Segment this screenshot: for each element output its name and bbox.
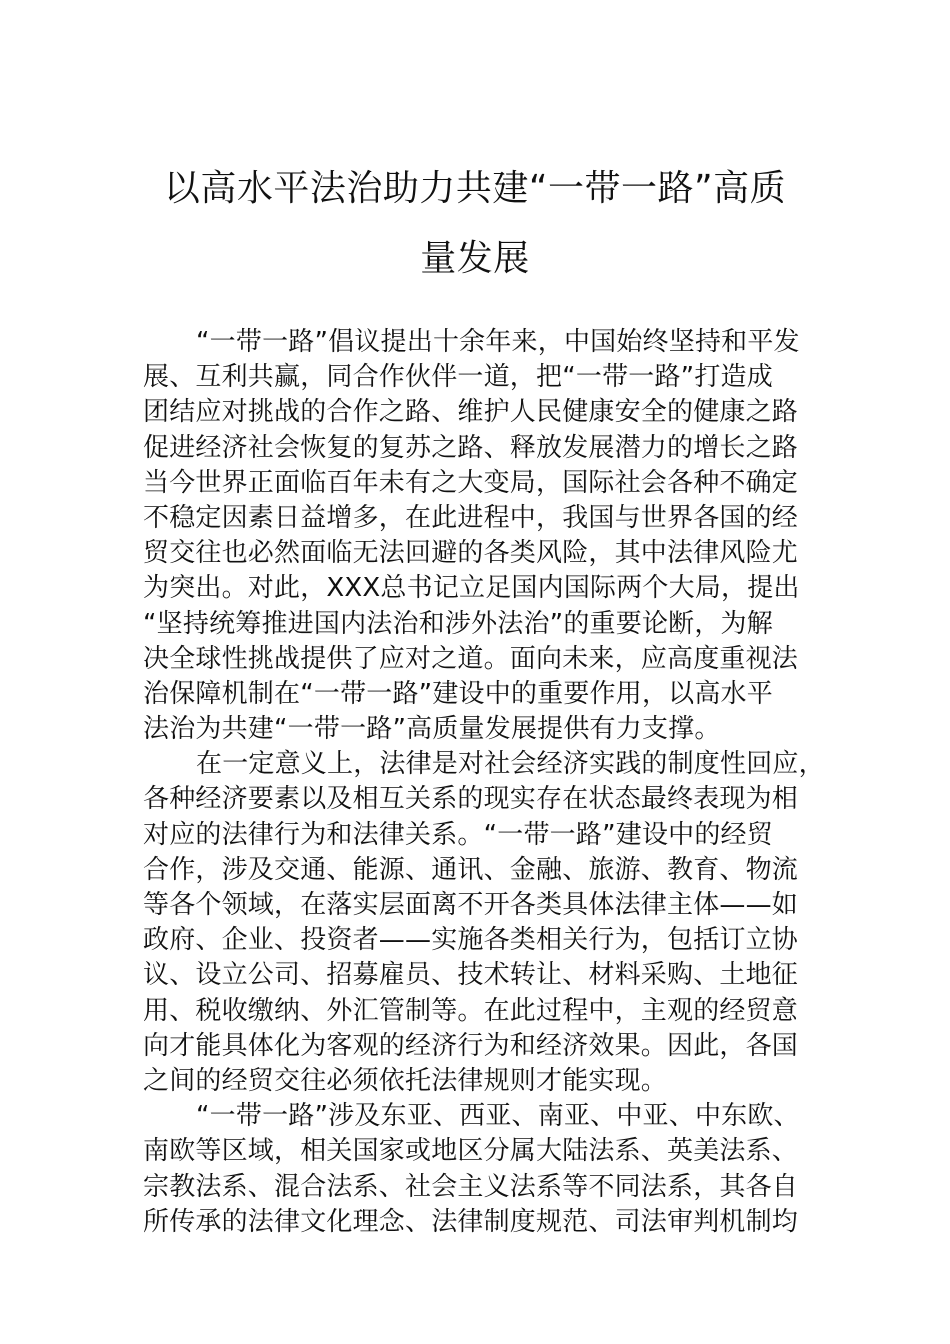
paragraph-2-line-1: 在一定意义上，法律是对社会经济实践的制度性回应， — [196, 749, 825, 780]
paragraph-3-line-4: 所传承的法律文化理念、法律制度规范、司法审判机制均 — [143, 1206, 799, 1237]
document-title-line-2: 量发展 — [420, 238, 530, 279]
paragraph-3-line-2: 南欧等区域，相关国家或地区分属大陆法系、英美法系、 — [143, 1136, 799, 1167]
paragraph-1-line-3: 团结应对挑战的合作之路、维护人民健康安全的健康之路 — [143, 397, 799, 428]
paragraph-1-line-5: 当今世界正面临百年未有之大变局，国际社会各种不确定 — [143, 467, 799, 498]
paragraph-2-line-2: 各种经济要素以及相互关系的现实存在状态最终表现为相 — [143, 784, 799, 815]
paragraph-2-line-3: 对应的法律行为和法律关系。“一带一路”建设中的经贸 — [143, 819, 773, 850]
paragraph-1-line-1: “一带一路”倡议提出十余年来，中国始终坚持和平发 — [196, 327, 800, 357]
paragraph-1-line-10: 决全球性挑战提供了应对之道。面向未来，应高度重视法 — [143, 643, 799, 674]
paragraph-1-line-6: 不稳定因素日益增多，在此进程中，我国与世界各国的经 — [143, 502, 799, 533]
paragraph-2-line-6: 政府、企业、投资者——实施各类相关行为，包括订立协 — [143, 925, 799, 956]
paragraph-1-line-8: 为突出。对此，XXX总书记立足国内国际两个大局，提出 — [143, 573, 800, 604]
paragraph-2-line-9: 向才能具体化为客观的经济行为和经济效果。因此，各国 — [143, 1030, 799, 1061]
paragraph-3-line-1: “一带一路”涉及东亚、西亚、南亚、中亚、中东欧、 — [196, 1101, 800, 1132]
paragraph-1-line-11: 治保障机制在“一带一路”建设中的重要作用，以高水平 — [143, 678, 773, 709]
paragraph-1-line-9: “坚持统筹推进国内法治和涉外法治”的重要论断，为解 — [143, 608, 773, 639]
paragraph-1-line-12: 法治为共建“一带一路”高质量发展提供有力支撑。 — [143, 714, 721, 745]
document-body — [143, 325, 823, 1240]
paragraph-2-line-10: 之间的经贸交往必须依托法律规则才能实现。 — [143, 1065, 668, 1096]
paragraph-2-line-7: 议、设立公司、招募雇员、技术转让、材料采购、土地征 — [143, 960, 799, 991]
paragraph-1-line-4: 促进经济社会恢复的复苏之路、释放发展潜力的增长之路 — [143, 432, 799, 463]
paragraph-2-line-4: 合作，涉及交通、能源、通讯、金融、旅游、教育、物流 — [143, 854, 799, 885]
paragraph-1-line-7: 贸交往也必然面临无法回避的各类风险，其中法律风险尤 — [143, 538, 799, 569]
paragraph-2-line-5: 等各个领域，在落实层面离不开各类具体法律主体——如 — [143, 890, 799, 920]
document-title-line-1: 以高水平法治助力共建“一带一路”高质 — [163, 168, 787, 209]
paragraph-3-line-3: 宗教法系、混合法系、社会主义法系等不同法系，其各自 — [143, 1171, 799, 1202]
paragraph-2-line-8: 用、税收缴纳、外汇管制等。在此过程中，主观的经贸意 — [143, 995, 799, 1026]
paragraph-1-line-2: 展、互利共赢，同合作伙伴一道，把“一带一路”打造成 — [143, 362, 773, 393]
